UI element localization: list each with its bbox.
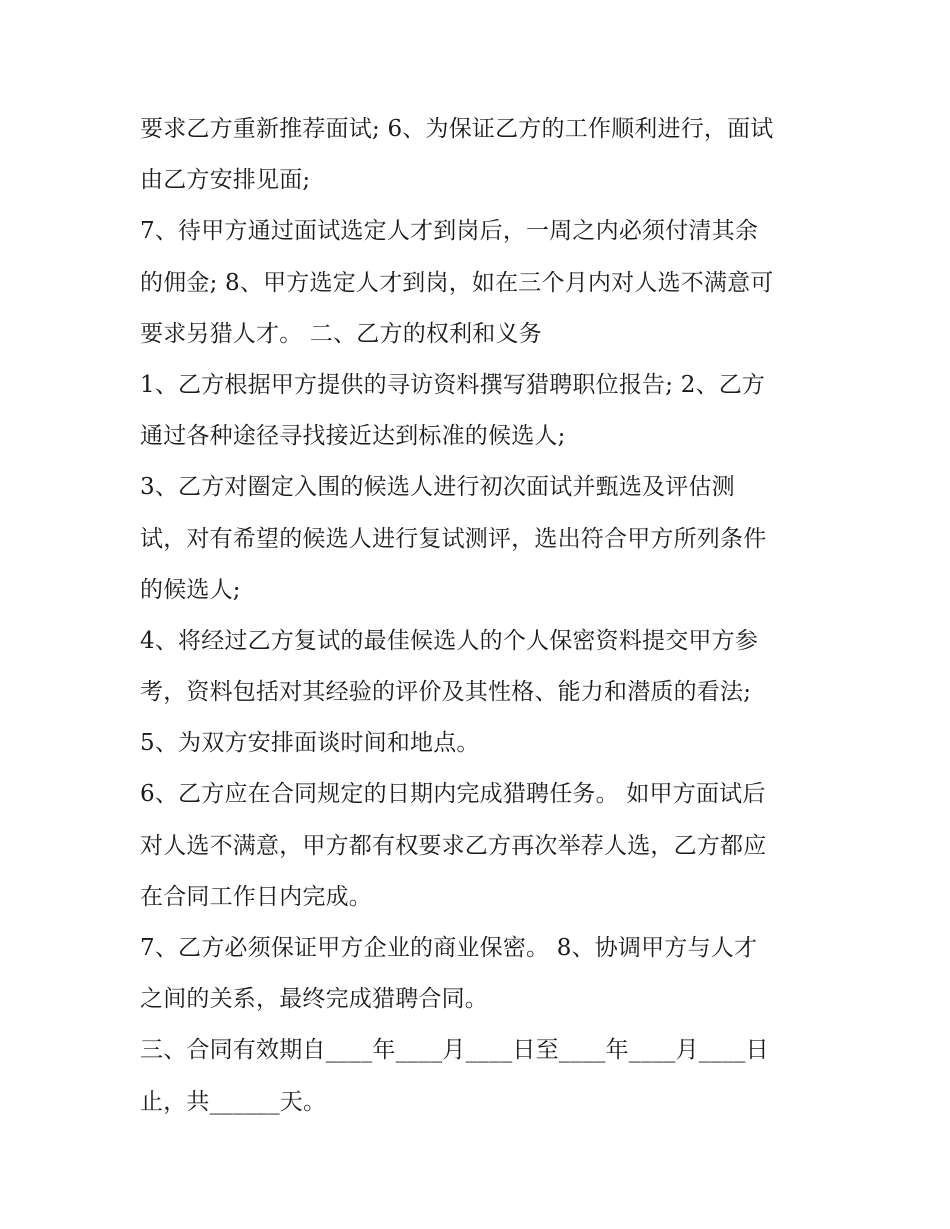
text-line: 对人选不满意，甲方都有权要求乙方再次举荐人选，乙方都应 — [140, 832, 767, 859]
text-line: 7、待甲方通过面试选定人才到岗后，一周之内必须付清其余 — [140, 218, 759, 245]
text-line: 3、乙方对圈定入围的候选人进行初次面试并甄选及评估测 — [140, 474, 735, 501]
text-line: 三、合同有效期自____年____月____日至____年____月____日 — [140, 1037, 769, 1064]
text-line: 的候选人; — [140, 576, 241, 603]
text-line: 之间的关系，最终完成猎聘合同。 — [140, 986, 488, 1013]
text-line: 通过各种途径寻找接近达到标准的候选人; — [140, 423, 566, 450]
text-line: 5、为双方安排面谈时间和地点。 — [140, 730, 480, 757]
text-line: 在合同工作日内完成。 — [140, 883, 372, 910]
text-line: 由乙方安排见面; — [140, 167, 311, 194]
contract-text — [140, 104, 820, 1128]
text-line: 要求另猎人才。 二、乙方的权利和义务 — [140, 320, 542, 347]
text-line: 考，资料包括对其经验的评价及其性格、能力和潜质的看法; — [140, 679, 752, 706]
text-line: 要求乙方重新推荐面试; 6、为保证乙方的工作顺利进行，面试 — [140, 116, 774, 142]
text-line: 4、将经过乙方复试的最佳候选人的个人保密资料提交甲方参 — [140, 627, 759, 654]
text-line: 试，对有希望的候选人进行复试测评，选出符合甲方所列条件 — [140, 525, 767, 552]
text-line: 止，共______天。 — [140, 1088, 327, 1115]
text-line: 7、乙方必须保证甲方企业的商业保密。 8、协调甲方与人才 — [140, 935, 758, 961]
text-line: 1、乙方根据甲方提供的寻访资料撰写猎聘职位报告; 2、乙方 — [140, 371, 766, 398]
text-line: 6、乙方应在合同规定的日期内完成猎聘任务。 如甲方面试后 — [140, 781, 766, 808]
text-line: 的佣金; 8、甲方选定人才到岗，如在三个月内对人选不满意可 — [140, 269, 774, 296]
